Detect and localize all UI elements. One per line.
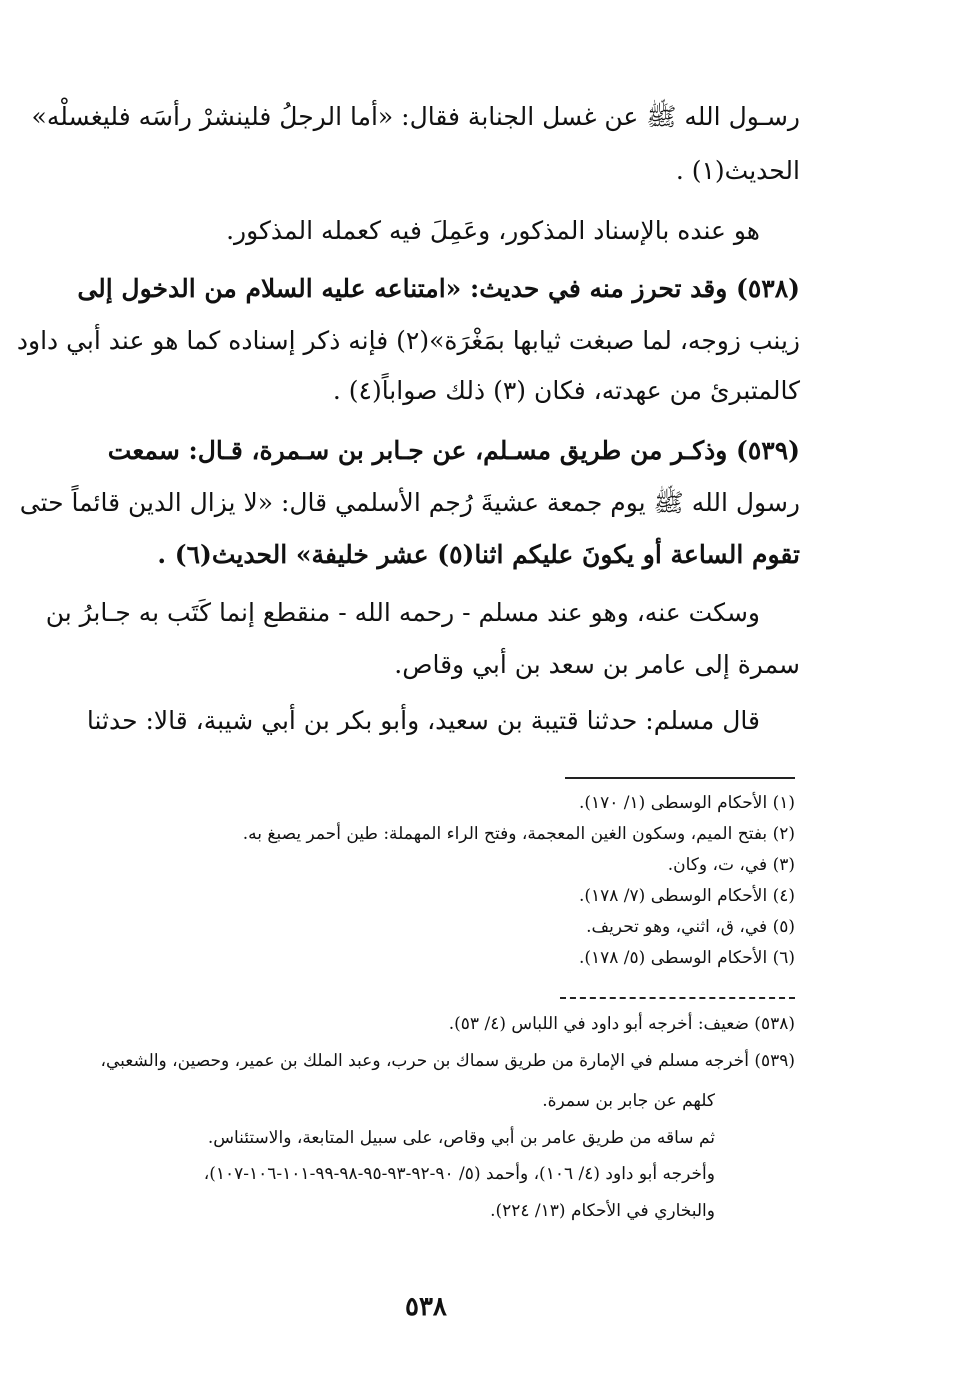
footnote: (٢) بفتح الميم، وسكون الغين المعجمة، وفتح الراء المهملة: طين أحمر يصبغ به.: [242, 824, 795, 844]
footnote: (١) الأحكام الوسطى (١/ ١٧٠).: [578, 793, 795, 813]
takhrij-note: والبخاري في الأحكام (١٣/ ٢٢٤).: [490, 1201, 715, 1221]
body-line: كالمتبرئ من عهدته، فكان (٣) ذلك صواباً(٤) .: [332, 376, 800, 405]
page-number: ٥٣٨: [405, 1292, 447, 1322]
takhrij-note: وأخرجه أبو داود (٤/ ١٠٦)، وأحمد (٥/ ٩٠-٩٢-٩٣-٩٥-٩٨-٩٩-١٠١-١٠٦-١٠٧)،: [203, 1164, 715, 1184]
takhrij-note: (٥٣٩) أخرجه مسلم في الإمارة من طريق سماك بن حرب، وعبد الملك بن عمير، وحصين، والشعبي،: [100, 1051, 795, 1071]
body-line: الحديث(١) .: [675, 156, 800, 185]
body-line: (٥٣٨) وقد تحرز منه في حديث: «امتناعه عليه السلام من الدخول إلى: [77, 274, 800, 303]
footnote-separator: [565, 777, 795, 779]
footnote: (٤) الأحكام الوسطى (٧/ ١٧٨).: [578, 886, 795, 906]
footnote: (٣) في، ت، وكان.: [667, 855, 795, 875]
body-line: سمرة إلى عامر بن سعد بن أبي وقاص.: [394, 650, 800, 679]
body-line: هو عنده بالإسناد المذكور، وعَمِلَ فيه كعمله المذكور.: [226, 216, 760, 245]
body-line: زينب زوجه، لما صبغت ثيابها بمَغْرَة»(٢) فإنه ذكر إسناده كما هو عند أبي داود: [16, 326, 800, 355]
takhrij-separator: [560, 997, 795, 999]
body-line: وسكت عنه، وهو عند مسلم - رحمه الله - منقطع إنما كَتَب به جـابرُ بن: [45, 598, 760, 627]
body-line: قال مسلم: حدثنا قتيبة بن سعيد، وأبو بكر بن أبي شيبة، قالا: حدثنا: [86, 706, 760, 735]
body-line: (٥٣٩) وذكـر من طريق مسـلم، عن جـابر بن سـمرة، قـال: سمعت: [107, 436, 800, 465]
footnote: (٥) في، ق، اثني، وهو تحريف.: [586, 917, 795, 937]
body-line: رسـول الله ﷺ عن غسل الجنابة فقال: «أما الرجلُ فلينشرْ رأسَه فليغسلْه»: [31, 102, 800, 131]
takhrij-note: (٥٣٨) ضعيف: أخرجه أبو داود في اللباس (٤/ ٥٣).: [448, 1014, 795, 1034]
takhrij-note: كلهم عن جابر بن سمرة.: [542, 1091, 715, 1111]
takhrij-note: ثم ساقه من طريق عامر بن أبي وقاص، على سبيل المتابعة، والاستئناس.: [207, 1128, 715, 1148]
footnote: (٦) الأحكام الوسطى (٥/ ١٧٨).: [578, 948, 795, 968]
body-line: رسول الله ﷺ يوم جمعة عشيةَ رُجم الأسلمي قال: «لا يزال الدين قائماً حتى: [19, 488, 800, 517]
body-line: تقوم الساعة أو يكونَ عليكم اثنا(٥) عشر خليفة» الحديث(٦) .: [157, 540, 800, 569]
